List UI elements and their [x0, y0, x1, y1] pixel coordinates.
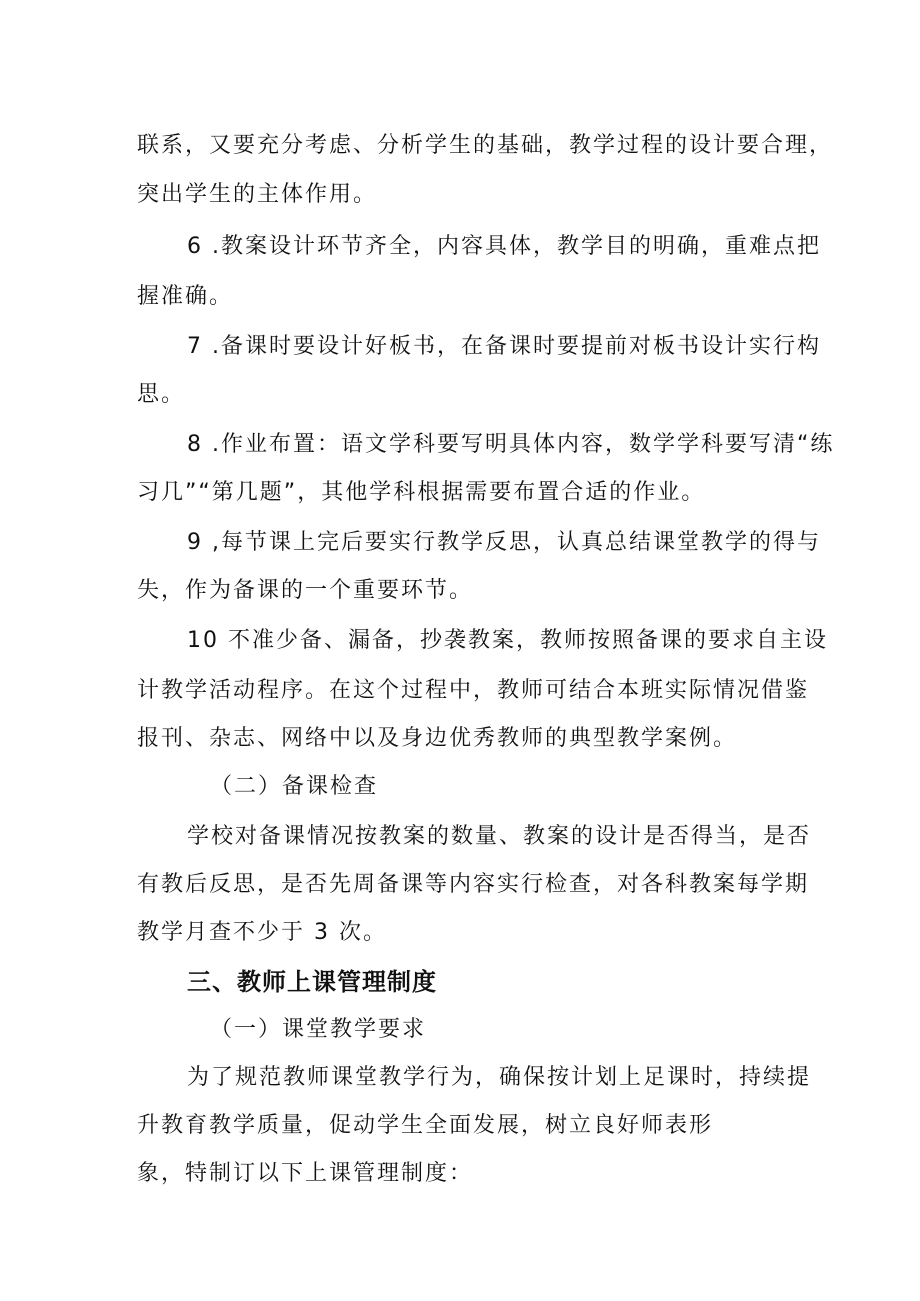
- text-line: 有教后反思，是否先周备课等内容实行检查，对各科教案每学期: [137, 872, 810, 897]
- text-line: 报刊、杂志、网络中以及身边优秀教师的典型教学案例。: [137, 726, 738, 751]
- text-line: 联系，又要充分考虑、分析学生的基础，教学过程的设计要合理，: [137, 133, 834, 158]
- text-line: 习几”“第几题”，其他学科根据需要布置合适的作业。: [137, 480, 706, 505]
- text-line: 10 不准少备、漏备，抄袭教案，教师按照备课的要求自主设: [187, 628, 828, 653]
- text-line: 升教育教学质量，促动学生全面发展，树立良好师表形: [137, 1113, 714, 1138]
- text-line: 教学月查不少于 3 次。: [137, 920, 387, 945]
- section-subheading: （一）课堂教学要求: [210, 1017, 427, 1042]
- text-line: 计教学活动程序。在这个过程中，教师可结合本班实际情况借鉴: [137, 678, 810, 703]
- section-heading: 三、教师上课管理制度: [187, 968, 437, 996]
- text-line: 6 .教案设计环节齐全，内容具体，教学目的明确，重难点把: [187, 234, 821, 259]
- text-line: 7 .备课时要设计好板书，在备课时要提前对板书设计实行构: [187, 334, 821, 359]
- text-line: 思。: [137, 382, 186, 407]
- text-line: 突出学生的主体作用。: [137, 182, 378, 207]
- text-line: 失，作为备课的一个重要环节。: [137, 578, 474, 603]
- text-line: 学校对备课情况按教案的数量、教案的设计是否得当，是否: [187, 824, 812, 849]
- text-line: 8 .作业布置：语文学科要写明具体内容，数学学科要写清“练: [187, 432, 835, 457]
- section-subheading: （二）备课检查: [210, 774, 379, 799]
- text-line: 象，特制订以下上课管理制度：: [137, 1161, 474, 1186]
- text-line: 握准确。: [137, 284, 234, 309]
- text-line: 为了规范教师课堂教学行为，确保按计划上足课时，持续提: [187, 1065, 812, 1090]
- text-line: 9 ,每节课上完后要实行教学反思，认真总结课堂教学的得与: [187, 530, 821, 555]
